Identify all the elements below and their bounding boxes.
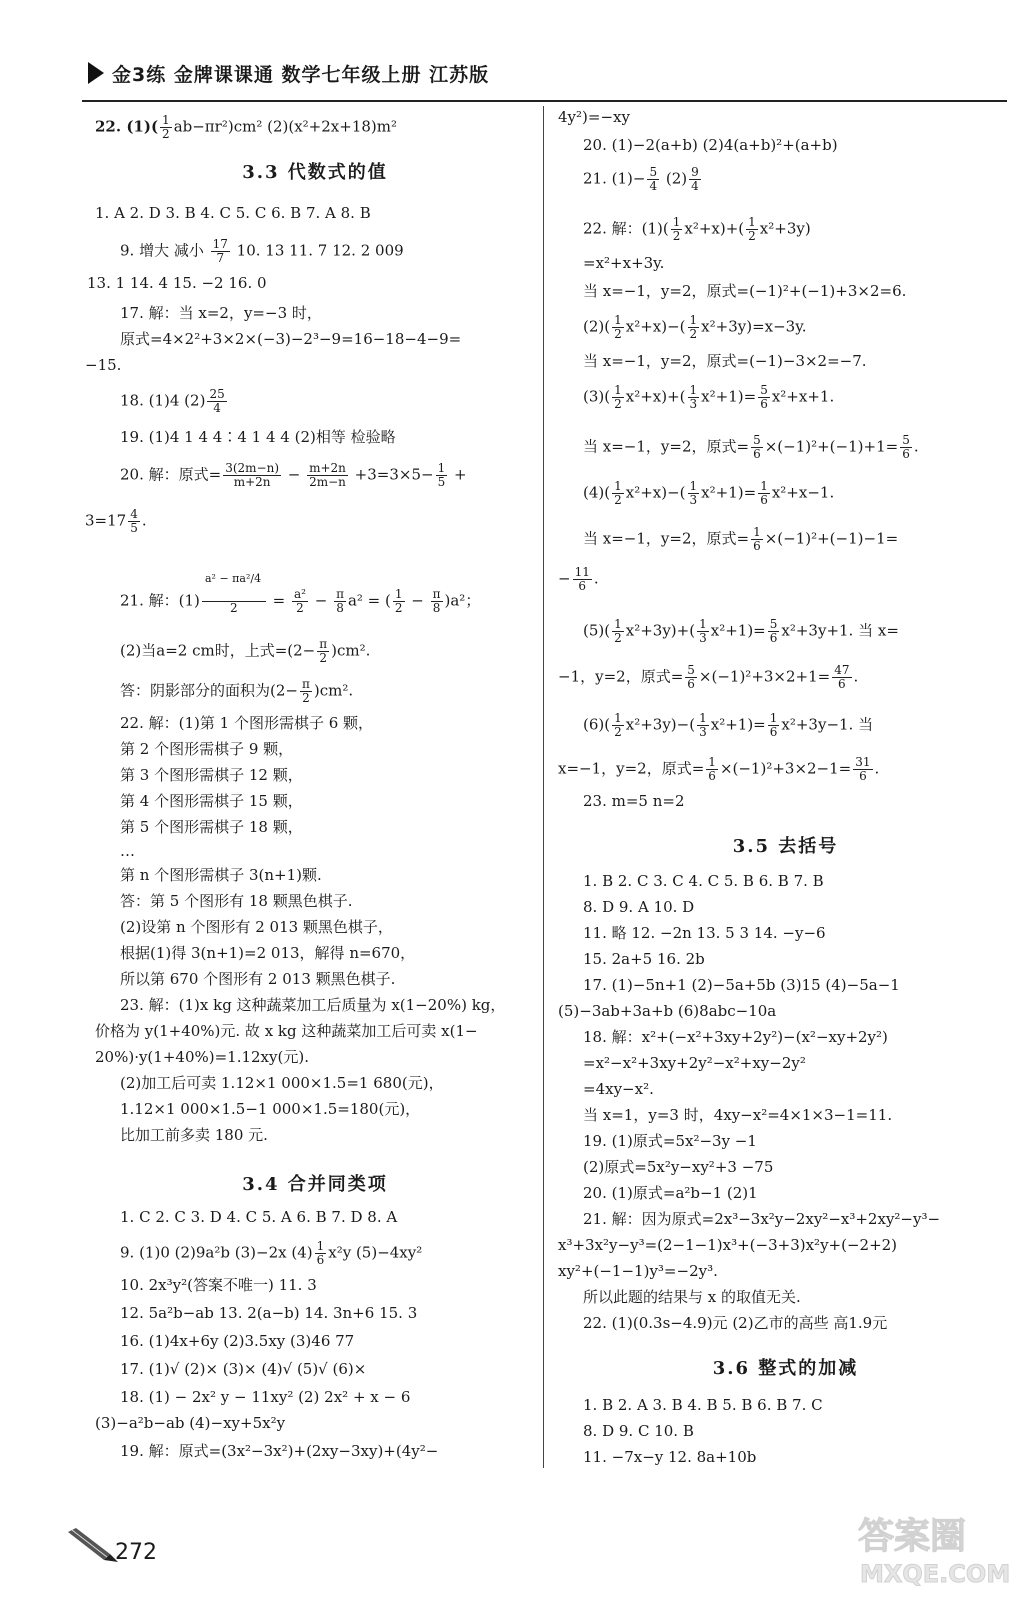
answer-line: 16. (1)4x+6y (2)3.5xy (3)46 77 <box>120 1332 355 1350</box>
answer-line: 13. 1 14. 4 15. −2 16. 0 <box>87 274 267 292</box>
answer-line: 20. 解：原式= $\frac{3(2m-n)}{m+2n}$ − $\frac{m+2n}{2m-n}$ +3=3×5− $\frac{1}{5}$ + <box>120 461 467 489</box>
answer-line: 23. 解：(1)x kg 这种蔬菜加工后质量为 x(1−20%) kg， <box>120 996 506 1014</box>
answer-line: 22. 解：(1)( $\frac{1}{2}$ x²+x)+( $\frac{1}{2}$ x²+3y) <box>583 215 811 243</box>
answer-line: 19. (1)4 1 4 4∶4 1 4 4 (2)相等 检验略 <box>120 428 396 446</box>
answer-line: (5)( $\frac{1}{2}$ x²+3y)+( $\frac{1}{3}$ x²+1)= $\frac{5}{6}$ x²+3y+1. 当 x= <box>583 617 899 645</box>
answer-line: (2)原式=5x²y−xy²+3 −75 <box>583 1158 774 1176</box>
watermark-logo <box>858 1508 1011 1598</box>
answer-line: (4)( $\frac{1}{2}$ x²+x)−( $\frac{1}{3}$ x²+1)= $\frac{1}{6}$ x²+x−1. <box>583 479 835 507</box>
answer-line: =x²+x+3y. <box>583 254 665 272</box>
answer-line: 19. (1)原式=5x²−3y −1 <box>583 1132 757 1150</box>
answer-line: 答：阴影部分的面积为(2− $\frac{\pi}{2}$ )cm². <box>120 677 354 705</box>
answer-line: 1.12×1 000×1.5−1 000×1.5=180(元)， <box>120 1100 421 1118</box>
answer-line: 20%)·y(1+40%)=1.12xy(元). <box>95 1048 309 1066</box>
answer-line: 18. 解：x²+(−x²+3xy+2y²)−(x²−xy+2y²) <box>583 1028 888 1046</box>
answer-line: 22. (1)( $\frac{1}{2}$ ab−πr²)cm² (2)(x²+2x+18)m² <box>95 113 397 141</box>
answer-line: 答：第 5 个图形有 18 颗黑色棋子. <box>120 892 353 910</box>
answer-line: 11. 略 12. −2n 13. 5 3 14. −y−6 <box>583 924 826 942</box>
header-rule <box>82 100 1007 102</box>
answer-line: 10. 2x³y²(答案不唯一) 11. 3 <box>120 1276 317 1294</box>
answer-line: (3)( $\frac{1}{2}$ x²+x)+( $\frac{1}{3}$ x²+1)= $\frac{5}{6}$ x²+x+1. <box>583 383 835 411</box>
answer-line: 1. C 2. C 3. D 4. C 5. A 6. B 7. D 8. A <box>120 1208 398 1226</box>
page-number: 272 <box>115 1540 157 1565</box>
answer-line: 22. 解：(1)第 1 个图形需棋子 6 颗， <box>120 714 374 732</box>
answer-line: 21. 解：(1) 2 = $\frac{\text{a²}}{2}$ − $\frac{\pi}{8}$ a² = ( $\frac{1}{2}$ − $\frac{\pi}{8}$ )a²； <box>120 587 481 615</box>
answer-line: 所以第 670 个图形有 2 013 颗黑色棋子. <box>120 970 396 988</box>
answer-line: 1. B 2. A 3. B 4. B 5. B 6. B 7. C <box>583 1396 823 1414</box>
answer-line: 第 4 个图形需棋子 15 颗， <box>120 792 303 810</box>
answer-line: (5)−3ab+3a+b (6)8abc−10a <box>558 1002 777 1020</box>
answer-line: xy²+(−1−1)y³=−2y³. <box>558 1262 718 1280</box>
answer-line: 当 x=−1，y=2，原式=(−1)²+(−1)+3×2=6. <box>583 282 907 300</box>
watermark-text: 答案圈 <box>858 1516 967 1557</box>
answer-line: x³+3x²y−y³=(2−1−1)x³+(−3+3)x²y+(−2+2) <box>558 1236 898 1254</box>
answer-line: −15. <box>85 356 122 374</box>
answer-line: (2)( $\frac{1}{2}$ x²+x)−( $\frac{1}{2}$ x²+3y)=x−3y. <box>583 313 807 341</box>
answer-line: (2)设第 n 个图形有 2 013 颗黑色棋子， <box>120 918 393 936</box>
answer-line: 第 3 个图形需棋子 12 颗， <box>120 766 303 784</box>
complex-numerator: a² − πa²/4 <box>205 572 262 585</box>
answer-line: 4y²)=−xy <box>558 108 630 126</box>
answer-line: 21. (1)− $\frac{5}{4}$ (2) $\frac{9}{4}$ <box>583 165 699 193</box>
answer-line: … <box>120 842 135 860</box>
answer-line: 当 x=−1，y=2，原式= $\frac{1}{6}$ ×(−1)²+(−1)−1= <box>583 525 899 553</box>
answer-line: 11. −7x−y 12. 8a+10b <box>583 1448 757 1466</box>
column-divider <box>543 106 544 1468</box>
answer-line: 第 5 个图形需棋子 18 颗， <box>120 818 303 836</box>
answer-line: 3=17 $\frac{4}{5}$ . <box>85 507 147 535</box>
answer-line: 17. 解：当 x=2，y=−3 时， <box>120 304 322 322</box>
answer-line: 12. 5a²b−ab 13. 2(a−b) 14. 3n+6 15. 3 <box>120 1304 418 1322</box>
section-title-3-5: 3.5 去括号 <box>732 836 839 857</box>
answer-line: 当 x=−1，y=2，原式=(−1)−3×2=−7. <box>583 352 867 370</box>
answer-line: (2)加工后可卖 1.12×1 000×1.5=1 680(元)， <box>120 1074 444 1092</box>
answer-line: 价格为 y(1+40%)元. 故 x kg 这种蔬菜加工后可卖 x(1− <box>95 1022 478 1040</box>
section-title-3-4: 3.4 合并同类项 <box>242 1174 388 1195</box>
answer-line: 当 x=−1，y=2，原式= $\frac{5}{6}$ ×(−1)²+(−1)+1= $\frac{5}{6}$ . <box>583 433 919 461</box>
answer-line: 20. (1)−2(a+b) (2)4(a+b)²+(a+b) <box>583 136 838 154</box>
answer-line: 17. (1)−5n+1 (2)−5a+5b (3)15 (4)−5a−1 <box>583 976 900 994</box>
answer-line: 原式=4×2²+3×2×(−3)−2³−9=16−18−4−9= <box>120 330 462 348</box>
watermark-url: MXQE.COM <box>860 1560 1011 1588</box>
answer-line: 21. 解：因为原式=2x³−3x²y−2xy²−x³+2xy²−y³− <box>583 1210 941 1228</box>
answer-line: 第 2 个图形需棋子 9 颗， <box>120 740 294 758</box>
answer-line: 9. (1)0 (2)9a²b (3)−2x (4) $\frac{1}{6}$ x²y (5)−4xy² <box>120 1239 423 1267</box>
book-title: 金3练 金牌课课通 数学七年级上册 江苏版 <box>112 63 490 86</box>
triangle-icon <box>88 62 104 84</box>
pencil-icon <box>64 1524 120 1564</box>
answer-line: 18. (1)4 (2) $\frac{25}{4}$ <box>120 387 225 415</box>
answer-line: x=−1，y=2，原式= $\frac{1}{6}$ ×(−1)²+3×2−1= $\frac{31}{6}$ . <box>558 755 880 783</box>
answer-line: 第 n 个图形需棋子 3(n+1)颗. <box>120 866 322 884</box>
page-header <box>88 56 489 90</box>
answer-line: (6)( $\frac{1}{2}$ x²+3y)−( $\frac{1}{3}$ x²+1)= $\frac{1}{6}$ x²+3y−1. 当 <box>583 711 874 739</box>
answer-line: (2)当a=2 cm时，上式=(2− $\frac{\pi}{2}$ )cm². <box>120 637 371 665</box>
section-title-3-3: 3.3 代数式的值 <box>242 162 388 183</box>
answer-line: =x²−x²+3xy+2y²−x²+xy−2y² <box>583 1054 806 1072</box>
answer-line: 8. D 9. C 10. B <box>583 1422 694 1440</box>
section-title-3-6: 3.6 整式的加减 <box>712 1358 859 1379</box>
answer-line: 8. D 9. A 10. D <box>583 898 695 916</box>
answer-line: 23. m=5 n=2 <box>583 792 685 810</box>
answer-line: 22. (1)(0.3s−4.9)元 (2)乙市的高些 高1.9元 <box>583 1314 888 1332</box>
answer-line: 比加工前多卖 180 元. <box>120 1126 268 1144</box>
answer-line: (3)−a²b−ab (4)−xy+5x²y <box>95 1414 286 1432</box>
answer-line: 19. 解：原式=(3x²−3x²)+(2xy−3xy)+(4y²− <box>120 1442 439 1460</box>
answer-line: − $\frac{11}{6}$ . <box>558 565 599 593</box>
answer-line: 根据(1)得 3(n+1)=2 013，解得 n=670， <box>120 944 416 962</box>
answer-line: 20. (1)原式=a²b−1 (2)1 <box>583 1184 758 1202</box>
answer-line: =4xy−x². <box>583 1080 654 1098</box>
answer-line: 15. 2a+5 16. 2b <box>583 950 705 968</box>
answer-line: 1. B 2. C 3. C 4. C 5. B 6. B 7. B <box>583 872 824 890</box>
answer-line: −1，y=2，原式= $\frac{5}{6}$ ×(−1)²+3×2+1= $\frac{47}{6}$ . <box>558 663 859 691</box>
answer-line: 18. (1) − 2x² y − 11xy² (2) 2x² + x − 6 <box>120 1388 411 1406</box>
answer-line: 17. (1)√ (2)× (3)× (4)√ (5)√ (6)× <box>120 1360 367 1378</box>
answer-line: 当 x=1，y=3 时，4xy−x²=4×1×3−1=11. <box>583 1106 893 1124</box>
answer-line: 所以此题的结果与 x 的取值无关. <box>583 1288 801 1306</box>
answer-line: 9. 增大 减小 $\frac{17}{7}$ 10. 13 11. 7 12. 2 009 <box>120 237 404 265</box>
answer-line: 1. A 2. D 3. B 4. C 5. C 6. B 7. A 8. B <box>95 204 371 222</box>
